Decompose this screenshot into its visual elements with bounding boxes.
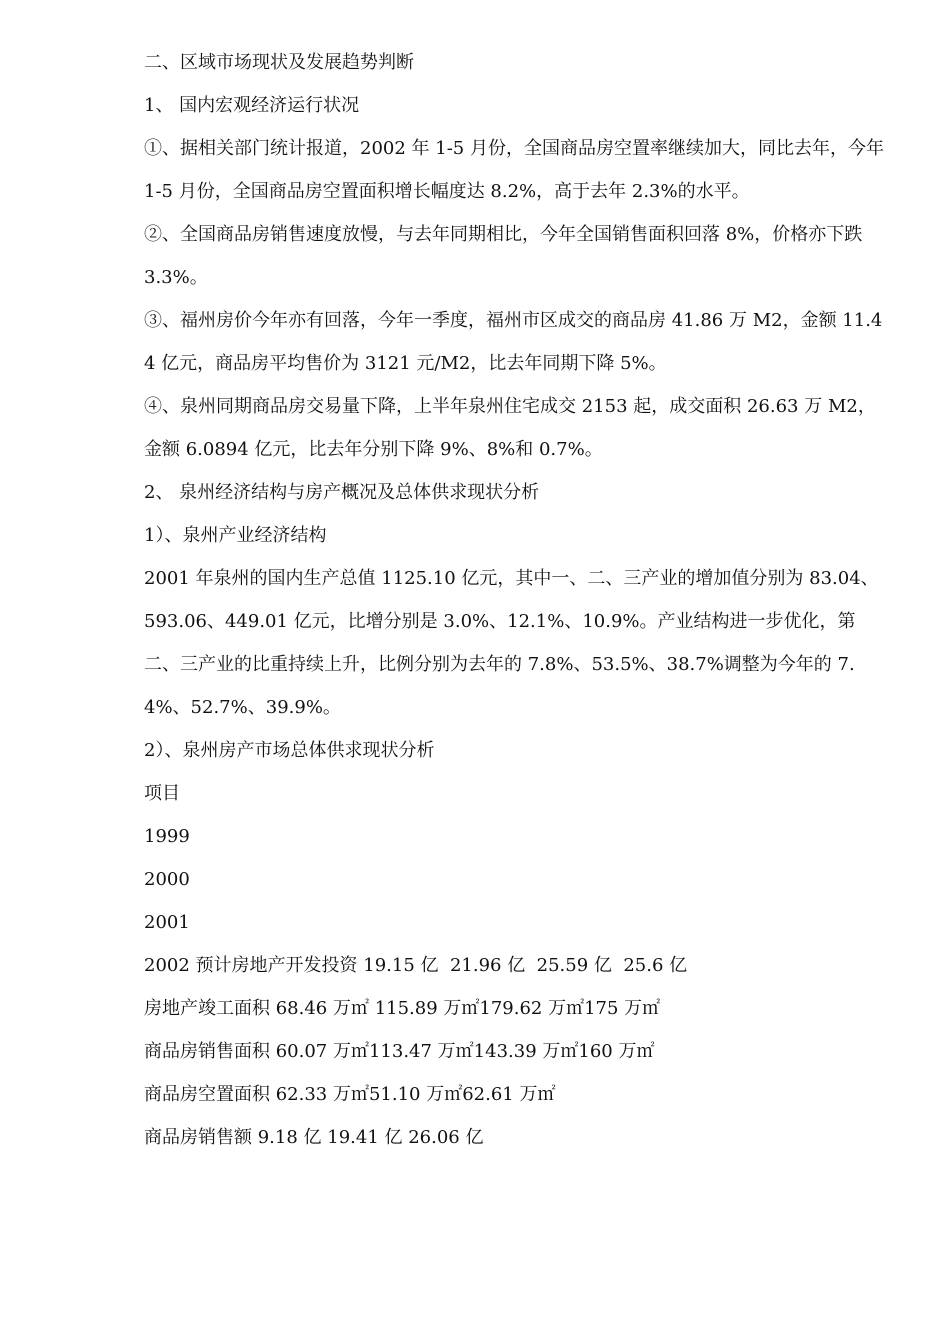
paragraph: ④、泉州同期商品房交易量下降，上半年泉州住宅成交 2153 起，成交面积 26.63 万 M2，金额 6.0894 亿元，比去年分别下降 9%、8%和 0.7%。	[144, 396, 876, 460]
subsection-heading: 1、 国内宏观经济运行状况	[144, 95, 360, 116]
table-row: 商品房销售额 9.18 亿 19.41 亿 26.06 亿	[144, 1127, 484, 1148]
paragraph: ①、据相关部门统计报道，2002 年 1-5 月份，全国商品房空置率继续加大，同比去年，今年 1-5 月份，全国商品房空置面积增长幅度达 8.2%，高于去年 2.3%的水平。	[144, 138, 890, 202]
table-header-cell: 2001	[144, 912, 190, 933]
document-body	[144, 41, 890, 1159]
sub-item-heading: 2）、泉州房产市场总体供求现状分析	[144, 740, 435, 761]
sub-item-heading: 1）、泉州产业经济结构	[144, 525, 327, 546]
table-header-cell: 1999	[144, 826, 190, 847]
table-header-cell: 项目	[144, 783, 180, 804]
paragraph: 2001 年泉州的国内生产总值 1125.10 亿元，其中一、二、三产业的增加值分别为 83.04、593.06、449.01 亿元，比增分别是 3.0%、12.1%、10.9%。产业结构进一步优化，第二、三产业的比重持续上升，比例分别为去年的 7.8%、53.5%、38.7%调整为今年的 7.4%、52.7%、39.9%。	[144, 568, 879, 718]
table-row: 商品房空置面积 62.33 万㎡51.10 万㎡62.61 万㎡	[144, 1084, 556, 1105]
table-row: 商品房销售面积 60.07 万㎡113.47 万㎡143.39 万㎡160 万㎡	[144, 1041, 655, 1062]
subsection-heading: 2、 泉州经济结构与房产概况及总体供求现状分析	[144, 482, 540, 503]
paragraph: ③、福州房价今年亦有回落，今年一季度，福州市区成交的商品房 41.86 万 M2，金额 11.44 亿元，商品房平均售价为 3121 元/M2，比去年同期下降 5%。	[144, 310, 883, 374]
table-row: 房地产竣工面积 68.46 万㎡ 115.89 万㎡179.62 万㎡175 万㎡	[144, 998, 661, 1019]
section-heading: 二、区域市场现状及发展趋势判断	[144, 52, 414, 73]
paragraph: ②、全国商品房销售速度放慢，与去年同期相比，今年全国销售面积回落 8%，价格亦下跌 3.3%。	[144, 224, 869, 288]
table-header-cell: 2000	[144, 869, 190, 890]
table-row: 2002 预计房地产开发投资 19.15 亿 21.96 亿 25.59 亿 25.6 亿	[144, 955, 688, 976]
